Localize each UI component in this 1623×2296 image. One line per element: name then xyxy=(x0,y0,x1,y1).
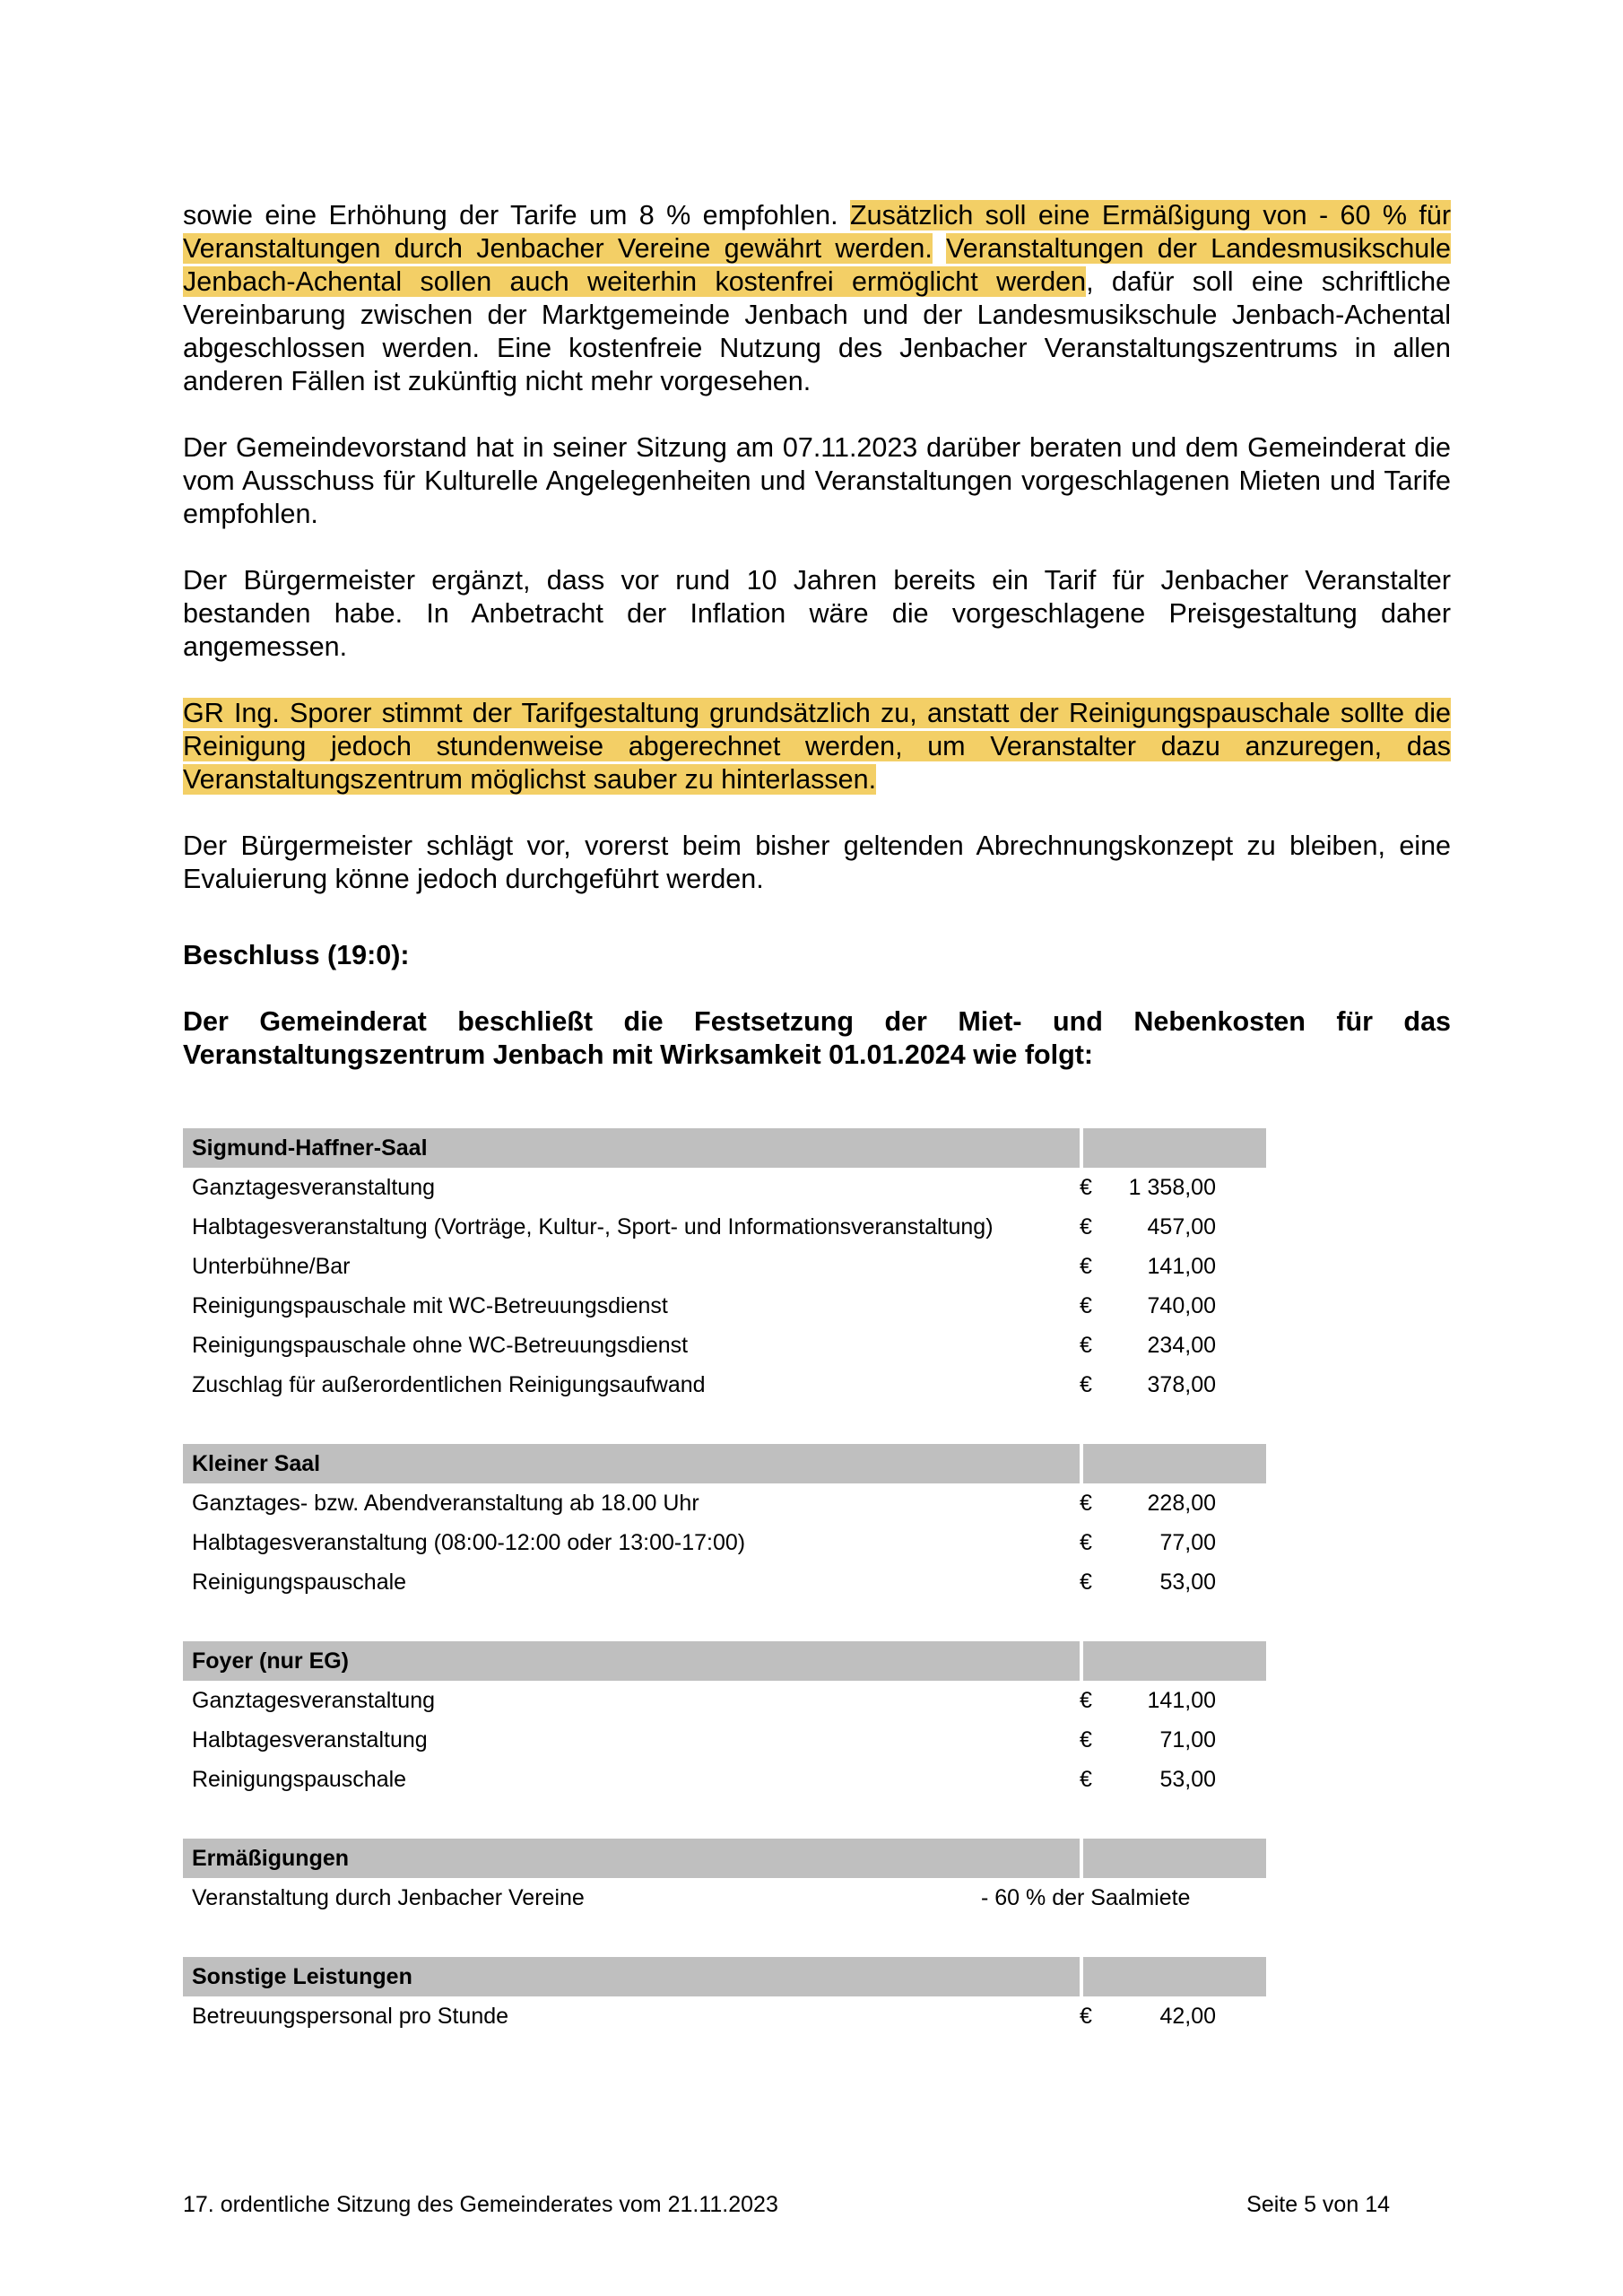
fee-amount: 234,00 xyxy=(1147,1332,1216,1358)
body-paragraphs xyxy=(183,199,1451,896)
currency-symbol: € xyxy=(1080,1332,1092,1358)
currency-symbol: € xyxy=(1080,1726,1092,1752)
fee-label: Halbtagesveranstaltung xyxy=(192,1726,428,1752)
section-header xyxy=(183,1128,1266,1168)
fee-amount: 71,00 xyxy=(1159,1726,1216,1752)
fee-text-value: - 60 % der Saalmiete xyxy=(981,1884,1191,1910)
fee-label: Ganztages- bzw. Abendveranstaltung ab 18.00 Uhr xyxy=(192,1490,699,1516)
highlighted-text: Zusätzlich soll eine Ermäßigung von - 60 % für Veranstaltungen durch Jenbacher Vereine gewährt werden. xyxy=(183,200,1451,264)
footer-meeting: 17. ordentliche Sitzung des Gemeinderates vom 21.11.2023 xyxy=(183,2192,778,2217)
currency-symbol: € xyxy=(1080,1687,1092,1713)
paragraph-text xyxy=(933,233,946,264)
section-header-value-cell xyxy=(1083,1641,1266,1681)
fee-row xyxy=(183,1878,1266,1918)
paragraph xyxy=(183,830,1451,896)
fee-section xyxy=(183,1128,1266,1405)
fee-amount: 740,00 xyxy=(1147,1292,1216,1318)
resolution-text: Der Gemeinderat beschließt die Festsetzung der Miet- und Nebenkosten für das Veranstaltungszentrum Jenbach mit Wirksamkeit 01.01.2024 wie folgt: xyxy=(183,1006,1451,1070)
currency-symbol: € xyxy=(1080,1292,1092,1318)
fee-label: Halbtagesveranstaltung (Vorträge, Kultur-, Sport- und Informationsveranstaltung) xyxy=(192,1213,994,1239)
fee-amount: 42,00 xyxy=(1159,2003,1216,2029)
fee-amount: 53,00 xyxy=(1159,1766,1216,1792)
paragraph xyxy=(183,199,1451,398)
fee-row xyxy=(183,1326,1266,1365)
currency-symbol: € xyxy=(1080,1174,1092,1200)
fee-amount: 228,00 xyxy=(1147,1490,1216,1516)
fee-label: Ganztagesveranstaltung xyxy=(192,1687,436,1713)
fee-label: Betreuungspersonal pro Stunde xyxy=(192,2003,509,2029)
fee-amount: 53,00 xyxy=(1159,1569,1216,1595)
paragraph-text: Der Bürgermeister ergänzt, dass vor rund 10 Jahren bereits ein Tarif für Jenbacher Veranstalter bestanden habe. In Anbetracht der Inflation wäre die vorgeschlagene Preisgestaltung daher angemessen. xyxy=(183,565,1451,662)
fee-row xyxy=(183,1996,1266,2036)
currency-symbol: € xyxy=(1080,1569,1092,1595)
highlighted-text: GR Ing. Sporer stimmt der Tarifgestaltung grundsätzlich zu, anstatt der Reinigungspauschale sollte die Reinigung jedoch stundenweise abgerechnet werden, um Veranstalter dazu anzuregen, das Veranstaltungszentrum möglichst sauber zu hinterlassen. xyxy=(183,698,1451,795)
page-footer xyxy=(183,2192,1390,2218)
section-header xyxy=(183,1839,1266,1878)
fee-row xyxy=(183,1681,1266,1720)
fee-amount: 77,00 xyxy=(1159,1529,1216,1555)
footer-page-number: Seite 5 von 14 xyxy=(1246,2192,1390,2217)
fee-label: Reinigungspauschale xyxy=(192,1766,407,1792)
currency-symbol: € xyxy=(1080,1766,1092,1792)
fee-label: Zuschlag für außerordentlichen Reinigungsaufwand xyxy=(192,1371,706,1397)
section-header-value-cell xyxy=(1083,1444,1266,1483)
paragraph-text: Der Bürgermeister schlägt vor, vorerst beim bisher geltenden Abrechnungskonzept zu bleiben, eine Evaluierung könne jedoch durchgeführt werden. xyxy=(183,831,1451,894)
section-title: Sigmund-Haffner-Saal xyxy=(183,1128,1080,1168)
paragraph xyxy=(183,697,1451,796)
fee-row xyxy=(183,1720,1266,1760)
fee-label: Unterbühne/Bar xyxy=(192,1253,351,1279)
fee-section xyxy=(183,1444,1266,1602)
fee-amount: 378,00 xyxy=(1147,1371,1216,1397)
document-body xyxy=(183,199,1451,1072)
fee-tables xyxy=(183,1128,1266,2075)
currency-symbol: € xyxy=(1080,2003,1092,2029)
fee-amount: 1 358,00 xyxy=(1128,1174,1216,1200)
beschluss-title: Beschluss (19:0): xyxy=(183,940,410,970)
fee-row xyxy=(183,1483,1266,1523)
currency-symbol: € xyxy=(1080,1213,1092,1239)
paragraph xyxy=(183,431,1451,531)
section-header-value-cell xyxy=(1083,1128,1266,1168)
section-header xyxy=(183,1444,1266,1483)
currency-symbol: € xyxy=(1080,1253,1092,1279)
section-header-value-cell xyxy=(1083,1957,1266,1996)
section-title: Foyer (nur EG) xyxy=(183,1641,1080,1681)
section-title: Sonstige Leistungen xyxy=(183,1957,1080,1996)
fee-label: Reinigungspauschale ohne WC-Betreuungsdienst xyxy=(192,1332,689,1358)
fee-amount: 141,00 xyxy=(1147,1253,1216,1279)
fee-row xyxy=(183,1760,1266,1799)
fee-row xyxy=(183,1168,1266,1207)
section-title: Ermäßigungen xyxy=(183,1839,1080,1878)
fee-amount: 141,00 xyxy=(1147,1687,1216,1713)
paragraph-text: , dafür soll eine schriftliche Vereinbarung zwischen der Marktgemeinde Jenbach und der Landesmusikschule Jenbach-Achental abgeschlossen werden. Eine kostenfreie Nutzung des Jenbacher Veranstaltungszentrums in allen anderen Fällen ist zukünftig nicht mehr vorgesehen. xyxy=(183,266,1451,396)
paragraph-text: Der Gemeindevorstand hat in seiner Sitzung am 07.11.2023 darüber beraten und dem Gemeinderat die vom Ausschuss für Kulturelle Angelegenheiten und Veranstaltungen vorgeschlagenen Mieten und Tarife empfohlen. xyxy=(183,432,1451,529)
fee-row xyxy=(183,1523,1266,1562)
fee-row xyxy=(183,1286,1266,1326)
paragraph-text: sowie eine Erhöhung der Tarife um 8 % empfohlen. xyxy=(183,200,850,230)
fee-section xyxy=(183,1641,1266,1799)
fee-label: Veranstaltung durch Jenbacher Vereine xyxy=(192,1884,585,1910)
currency-symbol: € xyxy=(1080,1529,1092,1555)
fee-row xyxy=(183,1562,1266,1602)
fee-section xyxy=(183,1839,1266,1918)
fee-row xyxy=(183,1207,1266,1247)
fee-label: Ganztagesveranstaltung xyxy=(192,1174,436,1200)
fee-label: Halbtagesveranstaltung (08:00-12:00 oder 13:00-17:00) xyxy=(192,1529,746,1555)
section-header-value-cell xyxy=(1083,1839,1266,1878)
paragraph xyxy=(183,564,1451,664)
currency-symbol: € xyxy=(1080,1490,1092,1516)
fee-row xyxy=(183,1365,1266,1405)
fee-row xyxy=(183,1247,1266,1286)
section-header xyxy=(183,1641,1266,1681)
section-header xyxy=(183,1957,1266,1996)
fee-label: Reinigungspauschale xyxy=(192,1569,407,1595)
currency-symbol: € xyxy=(1080,1371,1092,1397)
section-title: Kleiner Saal xyxy=(183,1444,1080,1483)
fee-amount: 457,00 xyxy=(1147,1213,1216,1239)
highlighted-text: Veranstaltungen der Landesmusikschule Jenbach-Achental sollen auch weiterhin kostenfrei ermöglicht werden xyxy=(183,233,1452,297)
fee-section xyxy=(183,1957,1266,2036)
fee-label: Reinigungspauschale mit WC-Betreuungsdienst xyxy=(192,1292,668,1318)
